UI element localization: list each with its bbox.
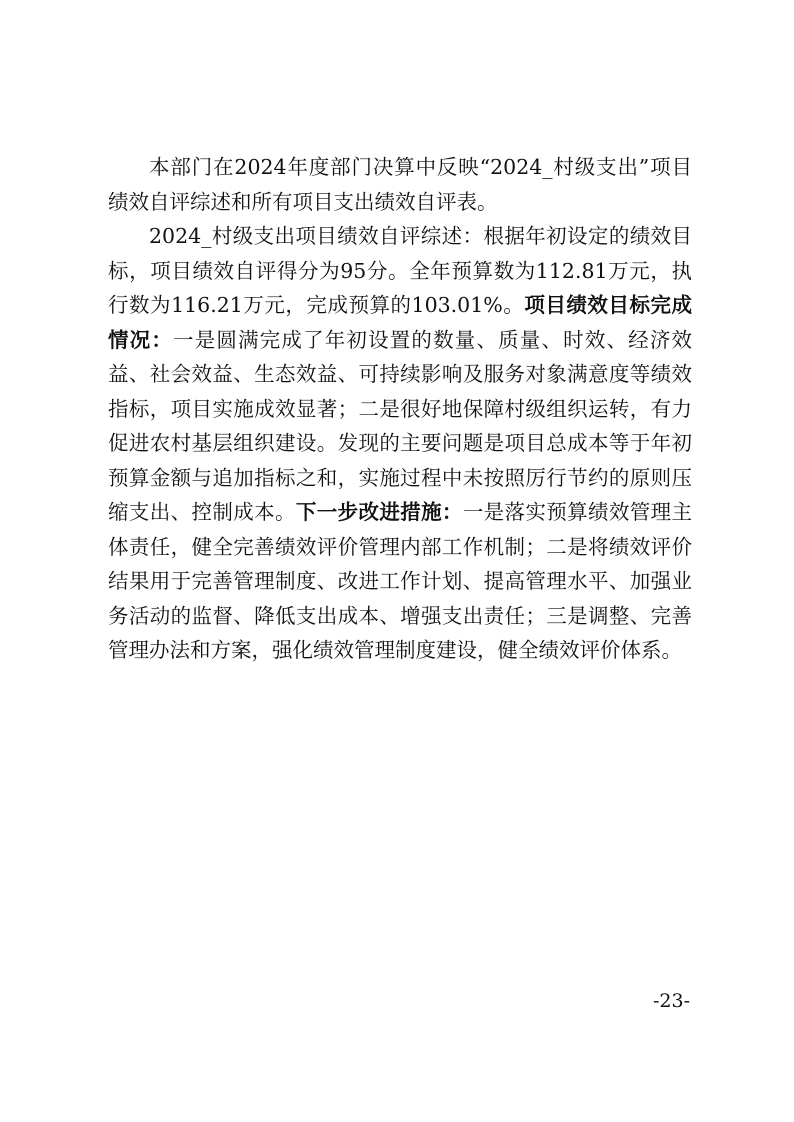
improvement-measures-text: 一是落实预算绩效管理主体责任，健全完善绩效评价管理内部工作机制；二是将绩效评价结果用于完善管理制度、改进工作计划、提高管理水平、加强业务活动的监督、降低支出成本、增强支出责任；三是调整、完善管理办法和方案，强化绩效管理制度建设，健全绩效评价体系。	[108, 500, 693, 662]
improvement-measures-heading: 下一步改进措施：	[295, 500, 463, 524]
goal-completion-heading: 项目绩效目标完成情况：	[108, 293, 692, 352]
goal-completion-text: 一是圆满完成了年初设置的数量、质量、时效、经济效益、社会效益、生态效益、可持续影响及服务对象满意度等绩效指标，项目实施成效显著；二是很好地保障村级组织运转，有力促进农村基层组织建设。发现的主要问题是项目总成本等于年初预算金额与追加指标之和，实施过程中未按照厉行节约的原则压缩支出、控制成本。	[108, 327, 693, 524]
paragraph-summary	[108, 219, 692, 668]
paragraph-intro: 本部门在2024年度部门决算中反映“2024_村级支出”项目绩效自评综述和所有项目支出绩效自评表。	[108, 155, 692, 214]
page-number: -23-	[652, 990, 690, 1012]
summary-intro-text: 2024_村级支出项目绩效自评综述：根据年初设定的绩效目标，项目绩效自评得分为95分。全年预算数为112.81万元，执行数为116.21万元，完成预算的103.01%。	[108, 224, 692, 317]
document-body	[108, 150, 692, 668]
